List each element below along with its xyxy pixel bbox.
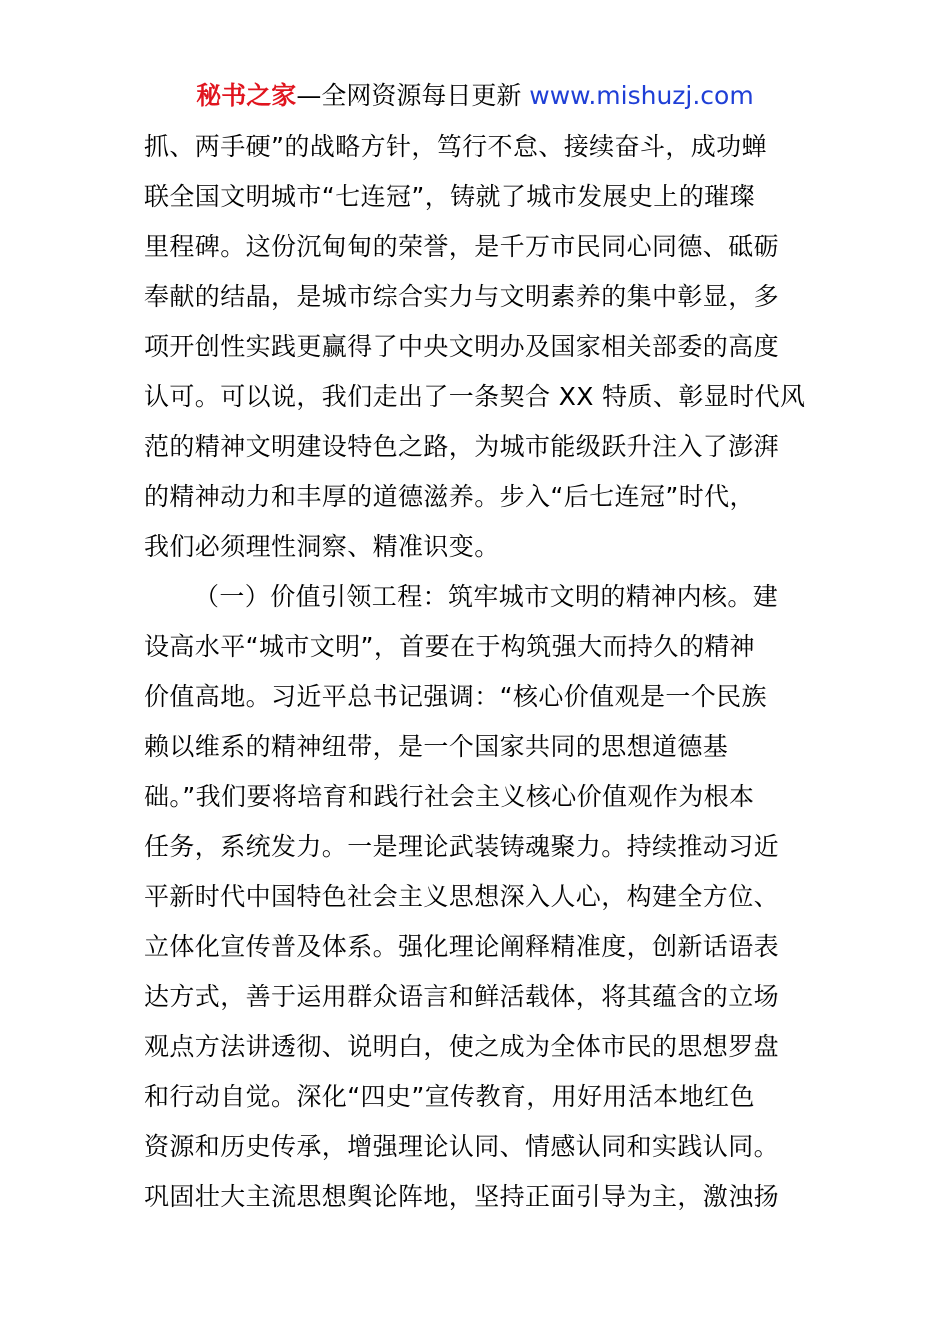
text-line: 达方式，善于运用群众语言和鲜活载体，将其蕴含的立场 — [144, 982, 780, 1011]
text-line: 观点方法讲透彻、说明白，使之成为全体市民的思想罗盘 — [144, 1032, 780, 1061]
text-line: 价值高地。习近平总书记强调：“核心价值观是一个民族 — [144, 682, 767, 711]
text-line: 我们必须理性洞察、精准识变。 — [144, 532, 500, 561]
text-line: 抓、两手硬”的战略方针，笃行不怠、接续奋斗，成功蝉 — [144, 132, 767, 161]
text-line: 资源和历史传承，增强理论认同、情感认同和实践认同。 — [144, 1132, 780, 1161]
text-line: 奉献的结晶，是城市综合实力与文明素养的集中彰显，多 — [144, 282, 780, 311]
brand-name: 秘书之家 — [196, 81, 297, 110]
text-line: 联全国文明城市“七连冠”，铸就了城市发展史上的璀璨 — [144, 182, 755, 211]
site-url: www.mishuzj.com — [529, 81, 754, 110]
text-line: 项开创性实践更赢得了中央文明办及国家相关部委的高度 — [144, 332, 780, 361]
text-line: 里程碑。这份沉甸甸的荣誉，是千万市民同心同德、砥砺 — [144, 232, 780, 261]
text-line: 的精神动力和丰厚的道德滋养。步入“后七连冠”时代， — [144, 482, 755, 511]
text-line: 立体化宣传普及体系。强化理论阐释精准度，创新话语表 — [144, 932, 780, 961]
document-body — [144, 122, 814, 1222]
text-line: 巩固壮大主流思想舆论阵地，坚持正面引导为主，激浊扬 — [144, 1182, 780, 1211]
text-line: 和行动自觉。深化“四史”宣传教育，用好用活本地红色 — [144, 1082, 755, 1111]
text-line: 认可。可以说，我们走出了一条契合 XX 特质、彰显时代风 — [144, 382, 806, 411]
header-tagline: —全网资源每日更新 — [296, 81, 522, 110]
text-line: 平新时代中国特色社会主义思想深入人心，构建全方位、 — [144, 882, 780, 911]
text-line: 范的精神文明建设特色之路，为城市能级跃升注入了澎湃 — [144, 432, 780, 461]
page-header — [0, 78, 950, 114]
text-line: 础。”我们要将培育和践行社会主义核心价值观作为根本 — [144, 782, 755, 811]
text-line: 赖以维系的精神纽带，是一个国家共同的思想道德基 — [144, 732, 729, 761]
text-line: 任务，系统发力。一是理论武装铸魂聚力。持续推动习近 — [144, 832, 780, 861]
text-line: 设高水平“城市文明”，首要在于构筑强大而持久的精神 — [144, 632, 755, 661]
section-heading-line: （一）价值引领工程：筑牢城市文明的精神内核。建 — [194, 582, 779, 611]
